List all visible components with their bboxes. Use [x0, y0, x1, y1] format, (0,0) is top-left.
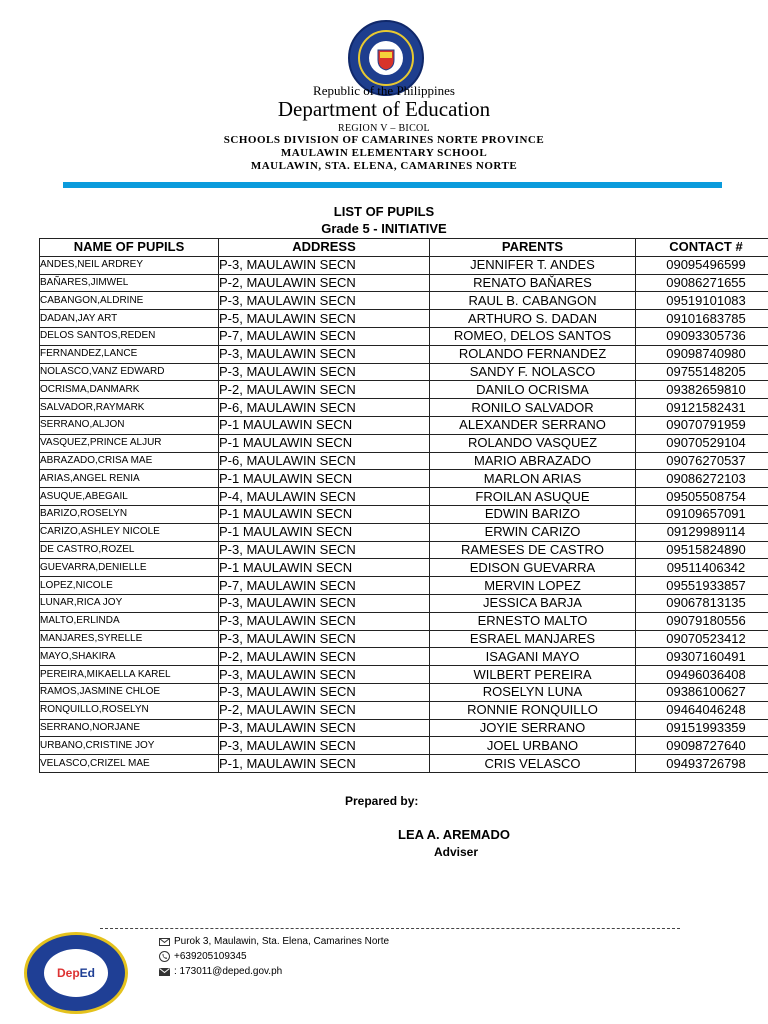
pupil-address-cell: P-2, MAULAWIN SECN — [219, 274, 430, 292]
table-row — [40, 541, 768, 559]
pupil-parent-cell: EDISON GUEVARRA — [430, 559, 636, 577]
pupil-parent-cell: ERWIN CARIZO — [430, 523, 636, 541]
pupil-name-cell: VASQUEZ,PRINCE ALJUR — [40, 434, 219, 452]
pupil-parent-cell: ARTHURO S. DADAN — [430, 310, 636, 328]
pupil-parent-cell: RAMESES DE CASTRO — [430, 541, 636, 559]
pupil-name-cell: URBANO,CRISTINE JOY — [40, 737, 219, 755]
pupil-address-cell: P-3, MAULAWIN SECN — [219, 363, 430, 381]
table-row — [40, 577, 768, 595]
pupil-parent-cell: ROSELYN LUNA — [430, 683, 636, 701]
table-row — [40, 505, 768, 523]
footer-divider — [100, 928, 680, 929]
table-row — [40, 452, 768, 470]
pupil-contact-cell: 09067813135 — [636, 594, 768, 612]
pupil-address-cell: P-3, MAULAWIN SECN — [219, 594, 430, 612]
table-row — [40, 612, 768, 630]
department-title: Department of Education — [277, 97, 491, 121]
pupil-contact-cell: 09382659810 — [636, 381, 768, 399]
pupil-contact-cell: 09464046248 — [636, 701, 768, 719]
pupil-name-cell: GUEVARRA,DENIELLE — [40, 559, 219, 577]
pupil-name-cell: RAMOS,JASMINE CHLOE — [40, 683, 219, 701]
table-header-row — [40, 239, 768, 257]
pupil-contact-cell: 09386100627 — [636, 683, 768, 701]
pupil-parent-cell: ISAGANI MAYO — [430, 648, 636, 666]
pupil-rows — [40, 256, 768, 772]
school-line: MAULAWIN ELEMENTARY SCHOOL — [280, 147, 488, 159]
pupil-name-cell: CABANGON,ALDRINE — [40, 292, 219, 310]
phone-icon — [158, 952, 170, 962]
pupil-parent-cell: ALEXANDER SERRANO — [430, 416, 636, 434]
pupil-parent-cell: WILBERT PEREIRA — [430, 666, 636, 684]
pupil-contact-cell: 09070529104 — [636, 434, 768, 452]
pupil-name-cell: ARIAS,ANGEL RENIA — [40, 470, 219, 488]
logo-text-ed: Ed — [79, 966, 95, 980]
pupil-address-cell: P-3, MAULAWIN SECN — [219, 666, 430, 684]
pupil-parent-cell: DANILO OCRISMA — [430, 381, 636, 399]
pupil-contact-cell: 09070523412 — [636, 630, 768, 648]
column-header-address: ADDRESS — [219, 239, 430, 257]
table-row — [40, 274, 768, 292]
pupil-name-cell: NOLASCO,VANZ EDWARD — [40, 363, 219, 381]
list-subtitle: Grade 5 - INITIATIVE — [321, 221, 447, 236]
table-row — [40, 434, 768, 452]
pupil-address-cell: P-1 MAULAWIN SECN — [219, 559, 430, 577]
pupil-contact-cell: 09496036408 — [636, 666, 768, 684]
pupil-name-cell: ANDES,NEIL ARDREY — [40, 256, 219, 274]
school-logo-center — [44, 949, 108, 997]
footer-email — [158, 966, 282, 977]
pupil-address-cell: P-7, MAULAWIN SECN — [219, 577, 430, 595]
pupil-contact-cell: 09086272103 — [636, 470, 768, 488]
pupil-name-cell: SERRANO,NORJANE — [40, 719, 219, 737]
pupil-address-cell: P-3, MAULAWIN SECN — [219, 630, 430, 648]
mail-icon — [158, 967, 170, 977]
republic-line: Republic of the Philippines — [313, 83, 455, 98]
table-row — [40, 488, 768, 506]
pupil-address-cell: P-1 MAULAWIN SECN — [219, 470, 430, 488]
pupil-parent-cell: ROLANDO FERNANDEZ — [430, 345, 636, 363]
division-line: SCHOOLS DIVISION OF CAMARINES NORTE PROVINCE — [223, 134, 545, 146]
pupil-name-cell: MANJARES,SYRELLE — [40, 630, 219, 648]
pupil-contact-cell: 09076270537 — [636, 452, 768, 470]
region-line: REGION V – BICOL — [338, 123, 430, 134]
pupil-contact-cell: 09121582431 — [636, 399, 768, 417]
pupil-name-cell: MALTO,ERLINDA — [40, 612, 219, 630]
pupil-contact-cell: 09515824890 — [636, 541, 768, 559]
pupil-contact-cell: 09755148205 — [636, 363, 768, 381]
pupil-contact-cell: 09098740980 — [636, 345, 768, 363]
pupils-table — [39, 238, 768, 773]
pupil-address-cell: P-1, MAULAWIN SECN — [219, 755, 430, 773]
table-row — [40, 666, 768, 684]
pupil-address-cell: P-2, MAULAWIN SECN — [219, 648, 430, 666]
pupil-address-cell: P-3, MAULAWIN SECN — [219, 612, 430, 630]
pupil-name-cell: VELASCO,CRIZEL MAE — [40, 755, 219, 773]
table-row — [40, 310, 768, 328]
pupil-address-cell: P-2, MAULAWIN SECN — [219, 381, 430, 399]
pupil-name-cell: RONQUILLO,ROSELYN — [40, 701, 219, 719]
pupil-address-cell: P-3, MAULAWIN SECN — [219, 737, 430, 755]
adviser-name: LEA A. AREMADO — [398, 827, 510, 842]
pupil-address-cell: P-6, MAULAWIN SECN — [219, 452, 430, 470]
pupil-address-cell: P-3, MAULAWIN SECN — [219, 256, 430, 274]
pupil-name-cell: BARIZO,ROSELYN — [40, 505, 219, 523]
table-row — [40, 345, 768, 363]
pupil-contact-cell: 09551933857 — [636, 577, 768, 595]
pupil-parent-cell: MARLON ARIAS — [430, 470, 636, 488]
pupil-contact-cell: 09093305736 — [636, 327, 768, 345]
table-row — [40, 381, 768, 399]
pupil-name-cell: LUNAR,RICA JOY — [40, 594, 219, 612]
pupil-name-cell: DADAN,JAY ART — [40, 310, 219, 328]
pupil-parent-cell: CRIS VELASCO — [430, 755, 636, 773]
table-row — [40, 737, 768, 755]
pupil-contact-cell: 09109657091 — [636, 505, 768, 523]
table-row — [40, 523, 768, 541]
table-row — [40, 594, 768, 612]
pupil-parent-cell: ROMEO, DELOS SANTOS — [430, 327, 636, 345]
pupil-name-cell: SERRANO,ALJON — [40, 416, 219, 434]
pupil-parent-cell: MERVIN LOPEZ — [430, 577, 636, 595]
pupil-contact-cell: 09101683785 — [636, 310, 768, 328]
pupil-address-cell: P-7, MAULAWIN SECN — [219, 327, 430, 345]
column-header-parents: PARENTS — [430, 239, 636, 257]
pupil-address-cell: P-2, MAULAWIN SECN — [219, 701, 430, 719]
table-row — [40, 755, 768, 773]
pupil-address-cell: P-3, MAULAWIN SECN — [219, 541, 430, 559]
pupil-parent-cell: JOEL URBANO — [430, 737, 636, 755]
pupil-address-cell: P-1 MAULAWIN SECN — [219, 416, 430, 434]
pupil-parent-cell: ROLANDO VASQUEZ — [430, 434, 636, 452]
footer-phone-text: +639205109345 — [174, 951, 247, 962]
pupil-contact-cell: 09307160491 — [636, 648, 768, 666]
adviser-title: Adviser — [434, 845, 479, 859]
pupil-parent-cell: FROILAN ASUQUE — [430, 488, 636, 506]
table-row — [40, 327, 768, 345]
pupil-parent-cell: JOYIE SERRANO — [430, 719, 636, 737]
table-row — [40, 559, 768, 577]
pupil-parent-cell: MARIO ABRAZADO — [430, 452, 636, 470]
pupil-address-cell: P-5, MAULAWIN SECN — [219, 310, 430, 328]
table-row — [40, 470, 768, 488]
pupil-name-cell: DELOS SANTOS,REDEN — [40, 327, 219, 345]
pupil-address-cell: P-3, MAULAWIN SECN — [219, 719, 430, 737]
footer-address-text: Purok 3, Maulawin, Sta. Elena, Camarines Norte — [174, 936, 390, 947]
pupil-parent-cell: RONNIE RONQUILLO — [430, 701, 636, 719]
pupil-name-cell: LOPEZ,NICOLE — [40, 577, 219, 595]
logo-text-dep: Dep — [56, 966, 80, 980]
pupil-contact-cell: 09505508754 — [636, 488, 768, 506]
pupil-address-cell: P-3, MAULAWIN SECN — [219, 683, 430, 701]
pupil-name-cell: PEREIRA,MIKAELLA KAREL — [40, 666, 219, 684]
table-row — [40, 292, 768, 310]
pupil-name-cell: MAYO,SHAKIRA — [40, 648, 219, 666]
column-header-name: NAME OF PUPILS — [40, 239, 219, 257]
pupil-address-cell: P-3, MAULAWIN SECN — [219, 345, 430, 363]
pupil-parent-cell: RONILO SALVADOR — [430, 399, 636, 417]
pupil-parent-cell: RENATO BAŇARES — [430, 274, 636, 292]
pupil-contact-cell: 09519101083 — [636, 292, 768, 310]
pupil-contact-cell: 09079180556 — [636, 612, 768, 630]
pupil-parent-cell: ESRAEL MANJARES — [430, 630, 636, 648]
table-row — [40, 399, 768, 417]
pupil-contact-cell: 09493726798 — [636, 755, 768, 773]
table-row — [40, 683, 768, 701]
pupil-name-cell: ASUQUE,ABEGAIL — [40, 488, 219, 506]
column-header-contact: CONTACT # — [636, 239, 768, 257]
footer-phone — [158, 951, 247, 962]
envelope-icon — [158, 937, 170, 947]
table-row — [40, 363, 768, 381]
school-address-line: MAULAWIN, STA. ELENA, CAMARINES NORTE — [250, 160, 518, 172]
pupil-name-cell: OCRISMA,DANMARK — [40, 381, 219, 399]
list-title: LIST OF PUPILS — [333, 204, 435, 219]
prepared-by-label: Prepared by: — [345, 794, 419, 808]
pupil-name-cell: DE CASTRO,ROZEL — [40, 541, 219, 559]
table-row — [40, 256, 768, 274]
pupil-address-cell: P-3, MAULAWIN SECN — [219, 292, 430, 310]
table-row — [40, 719, 768, 737]
pupil-parent-cell: JESSICA BARJA — [430, 594, 636, 612]
pupil-parent-cell: RAUL B. CABANGON — [430, 292, 636, 310]
footer-address — [158, 936, 389, 947]
table-row — [40, 416, 768, 434]
pupil-parent-cell: JENNIFER T. ANDES — [430, 256, 636, 274]
pupil-contact-cell: 09129989114 — [636, 523, 768, 541]
pupil-contact-cell: 09086271655 — [636, 274, 768, 292]
pupil-contact-cell: 09511406342 — [636, 559, 768, 577]
table-row — [40, 630, 768, 648]
pupil-address-cell: P-1 MAULAWIN SECN — [219, 505, 430, 523]
pupil-parent-cell: EDWIN BARIZO — [430, 505, 636, 523]
pupil-name-cell: FERNANDEZ,LANCE — [40, 345, 219, 363]
pupil-contact-cell: 09095496599 — [636, 256, 768, 274]
school-logo — [24, 932, 128, 1014]
pupil-parent-cell: SANDY F. NOLASCO — [430, 363, 636, 381]
pupil-name-cell: CARIZO,ASHLEY NICOLE — [40, 523, 219, 541]
header-divider — [63, 182, 722, 188]
deped-seal-icon — [356, 28, 416, 88]
pupil-contact-cell: 09070791959 — [636, 416, 768, 434]
table-row — [40, 701, 768, 719]
pupil-name-cell: ABRAZADO,CRISA MAE — [40, 452, 219, 470]
pupil-parent-cell: ERNESTO MALTO — [430, 612, 636, 630]
pupil-address-cell: P-1 MAULAWIN SECN — [219, 523, 430, 541]
footer-email-text: : 173011@deped.gov.ph — [174, 966, 283, 977]
pupil-address-cell: P-1 MAULAWIN SECN — [219, 434, 430, 452]
pupil-address-cell: P-4, MAULAWIN SECN — [219, 488, 430, 506]
pupil-contact-cell: 09098727640 — [636, 737, 768, 755]
pupil-address-cell: P-6, MAULAWIN SECN — [219, 399, 430, 417]
pupil-name-cell: SALVADOR,RAYMARK — [40, 399, 219, 417]
pupil-name-cell: BAÑARES,JIMWEL — [40, 274, 219, 292]
pupil-contact-cell: 09151993359 — [636, 719, 768, 737]
table-row — [40, 648, 768, 666]
